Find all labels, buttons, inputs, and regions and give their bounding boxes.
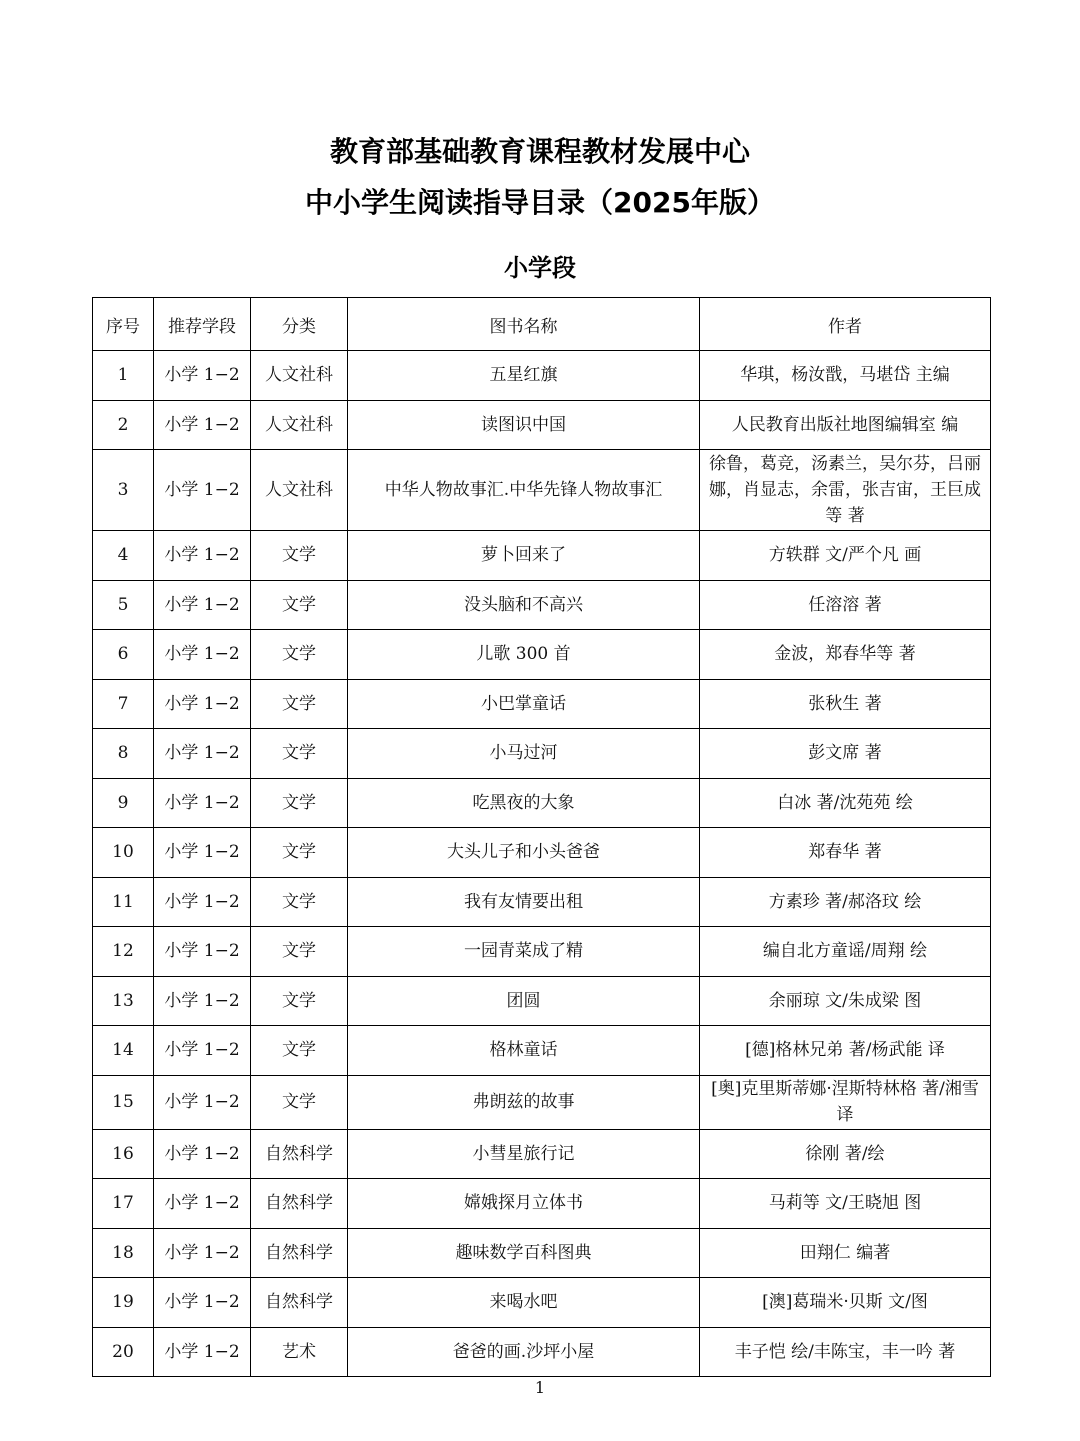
table-row [93, 351, 991, 401]
table-body [93, 351, 991, 1377]
catalog-title: 中小学生阅读指导目录（2025年版） [305, 186, 775, 219]
cell-book-title: 团圆 [348, 976, 700, 1026]
cell-author: 余丽琼 文/朱成梁 图 [700, 976, 991, 1026]
cell-number: 9 [93, 778, 154, 828]
page-number: 1 [534, 1378, 546, 1397]
cell-category: 文学 [251, 828, 348, 878]
cell-author: 马莉等 文/王晓旭 图 [700, 1179, 991, 1229]
table-row [93, 1075, 991, 1129]
cell-stage: 小学 1−2 [154, 630, 251, 680]
cell-number: 13 [93, 976, 154, 1026]
cell-number: 5 [93, 580, 154, 630]
cell-stage: 小学 1−2 [154, 679, 251, 729]
cell-category: 文学 [251, 927, 348, 977]
cell-book-title: 趣味数学百科图典 [348, 1228, 700, 1278]
cell-category: 文学 [251, 580, 348, 630]
cell-author: 任溶溶 著 [700, 580, 991, 630]
book-catalog-table [92, 297, 991, 1377]
cell-author: [澳]葛瑞米·贝斯 文/图 [700, 1278, 991, 1328]
cell-category: 文学 [251, 679, 348, 729]
cell-author: 方轶群 文/严个凡 画 [700, 531, 991, 581]
table-header-row [93, 298, 991, 351]
cell-stage: 小学 1−2 [154, 976, 251, 1026]
cell-author: 田翔仁 编著 [700, 1228, 991, 1278]
cell-stage: 小学 1−2 [154, 531, 251, 581]
cell-book-title: 中华人物故事汇.中华先锋人物故事汇 [348, 450, 700, 531]
cell-stage: 小学 1−2 [154, 580, 251, 630]
cell-author: 金波，郑春华等 著 [700, 630, 991, 680]
cell-author: 华琪，杨汝戬，马堪岱 主编 [700, 351, 991, 401]
cell-category: 文学 [251, 877, 348, 927]
cell-category: 人文社科 [251, 400, 348, 450]
table-row [93, 1179, 991, 1229]
cell-book-title: 没头脑和不高兴 [348, 580, 700, 630]
cell-category: 文学 [251, 630, 348, 680]
table-row [93, 630, 991, 680]
table-row [93, 531, 991, 581]
cell-book-title: 大头儿子和小头爸爸 [348, 828, 700, 878]
table-row [93, 400, 991, 450]
cell-stage: 小学 1−2 [154, 400, 251, 450]
cell-author: 彭文席 著 [700, 729, 991, 779]
cell-number: 16 [93, 1129, 154, 1179]
table-row [93, 927, 991, 977]
cell-book-title: 小彗星旅行记 [348, 1129, 700, 1179]
cell-author: 编自北方童谣/周翔 绘 [700, 927, 991, 977]
table-row [93, 778, 991, 828]
cell-category: 自然科学 [251, 1179, 348, 1229]
cell-stage: 小学 1−2 [154, 450, 251, 531]
cell-stage: 小学 1−2 [154, 351, 251, 401]
column-header-number: 序号 [93, 298, 154, 351]
cell-author: [奥]克里斯蒂娜·涅斯特林格 著/湘雪 译 [700, 1075, 991, 1129]
cell-category: 自然科学 [251, 1129, 348, 1179]
table-row [93, 679, 991, 729]
cell-number: 8 [93, 729, 154, 779]
cell-book-title: 我有友情要出租 [348, 877, 700, 927]
cell-category: 文学 [251, 778, 348, 828]
cell-category: 自然科学 [251, 1278, 348, 1328]
table-row [93, 1026, 991, 1076]
cell-author: 张秋生 著 [700, 679, 991, 729]
cell-book-title: 一园青菜成了精 [348, 927, 700, 977]
cell-number: 4 [93, 531, 154, 581]
cell-book-title: 读图识中国 [348, 400, 700, 450]
cell-book-title: 小马过河 [348, 729, 700, 779]
table-row [93, 877, 991, 927]
cell-category: 人文社科 [251, 450, 348, 531]
cell-book-title: 五星红旗 [348, 351, 700, 401]
cell-author: 郑春华 著 [700, 828, 991, 878]
cell-number: 6 [93, 630, 154, 680]
cell-author: 方素珍 著/郝洛玟 绘 [700, 877, 991, 927]
cell-book-title: 儿歌 300 首 [348, 630, 700, 680]
cell-stage: 小学 1−2 [154, 729, 251, 779]
cell-stage: 小学 1−2 [154, 927, 251, 977]
cell-category: 文学 [251, 531, 348, 581]
table-row [93, 729, 991, 779]
column-header-book-title: 图书名称 [348, 298, 700, 351]
table-row [93, 976, 991, 1026]
cell-author: 人民教育出版社地图编辑室 编 [700, 400, 991, 450]
cell-book-title: 爸爸的画.沙坪小屋 [348, 1327, 700, 1377]
cell-number: 1 [93, 351, 154, 401]
cell-stage: 小学 1−2 [154, 778, 251, 828]
table-row [93, 450, 991, 531]
org-title: 教育部基础教育课程教材发展中心 [329, 135, 750, 168]
cell-author: [德]格林兄弟 著/杨武能 译 [700, 1026, 991, 1076]
cell-book-title: 弗朗兹的故事 [348, 1075, 700, 1129]
cell-book-title: 来喝水吧 [348, 1278, 700, 1328]
cell-author: 白冰 著/沈苑苑 绘 [700, 778, 991, 828]
cell-number: 20 [93, 1327, 154, 1377]
cell-stage: 小学 1−2 [154, 1228, 251, 1278]
cell-book-title: 格林童话 [348, 1026, 700, 1076]
cell-stage: 小学 1−2 [154, 1179, 251, 1229]
table-row [93, 580, 991, 630]
cell-number: 12 [93, 927, 154, 977]
cell-author: 徐刚 著/绘 [700, 1129, 991, 1179]
cell-category: 文学 [251, 729, 348, 779]
section-title: 小学段 [504, 254, 576, 282]
cell-number: 10 [93, 828, 154, 878]
table-row [93, 1327, 991, 1377]
table-row [93, 1278, 991, 1328]
cell-category: 人文社科 [251, 351, 348, 401]
table-row [93, 828, 991, 878]
cell-stage: 小学 1−2 [154, 877, 251, 927]
cell-number: 14 [93, 1026, 154, 1076]
cell-stage: 小学 1−2 [154, 1327, 251, 1377]
cell-stage: 小学 1−2 [154, 1129, 251, 1179]
cell-category: 艺术 [251, 1327, 348, 1377]
cell-number: 11 [93, 877, 154, 927]
cell-stage: 小学 1−2 [154, 1075, 251, 1129]
column-header-author: 作者 [700, 298, 991, 351]
cell-stage: 小学 1−2 [154, 828, 251, 878]
table-row [93, 1129, 991, 1179]
cell-number: 15 [93, 1075, 154, 1129]
cell-author: 丰子恺 绘/丰陈宝，丰一吟 著 [700, 1327, 991, 1377]
cell-stage: 小学 1−2 [154, 1026, 251, 1076]
column-header-stage: 推荐学段 [154, 298, 251, 351]
cell-book-title: 萝卜回来了 [348, 531, 700, 581]
cell-number: 2 [93, 400, 154, 450]
table-row [93, 1228, 991, 1278]
cell-category: 文学 [251, 1075, 348, 1129]
cell-number: 7 [93, 679, 154, 729]
cell-book-title: 嫦娥探月立体书 [348, 1179, 700, 1229]
cell-number: 3 [93, 450, 154, 531]
cell-number: 17 [93, 1179, 154, 1229]
cell-book-title: 小巴掌童话 [348, 679, 700, 729]
cell-number: 18 [93, 1228, 154, 1278]
cell-stage: 小学 1−2 [154, 1278, 251, 1328]
column-header-category: 分类 [251, 298, 348, 351]
cell-category: 自然科学 [251, 1228, 348, 1278]
cell-book-title: 吃黑夜的大象 [348, 778, 700, 828]
cell-category: 文学 [251, 1026, 348, 1076]
cell-author: 徐鲁，葛竞，汤素兰，吴尔芬，吕丽娜，肖显志，余雷，张吉宙，王巨成等 著 [700, 450, 991, 531]
cell-number: 19 [93, 1278, 154, 1328]
cell-category: 文学 [251, 976, 348, 1026]
